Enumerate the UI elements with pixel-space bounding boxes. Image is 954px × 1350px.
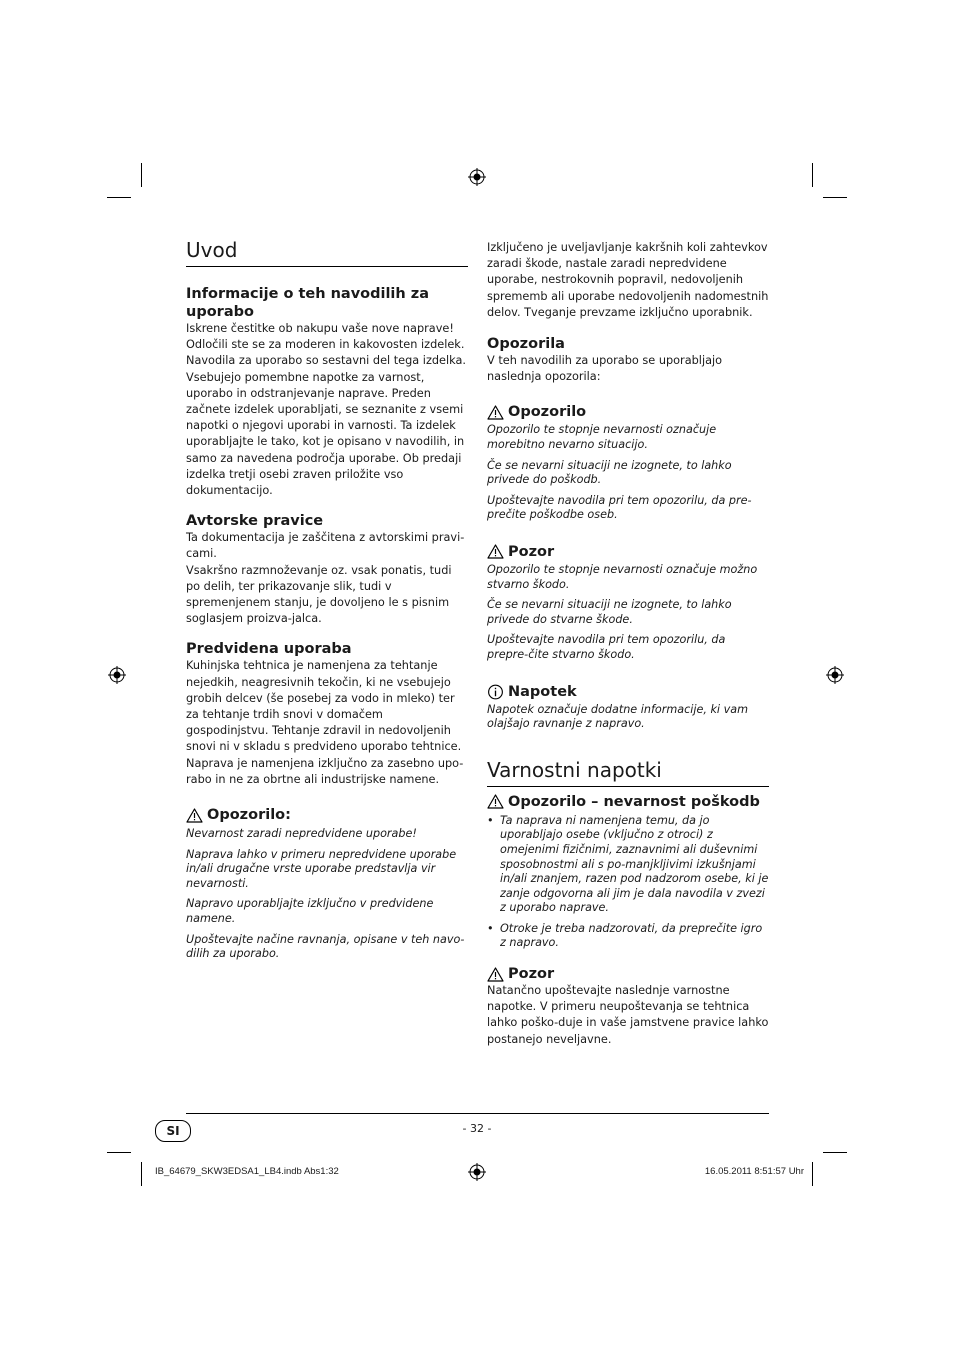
safety-pozor-body: Natančno upoštevajte naslednje varnostne napotke. V primeru neupoštevanja se tehtnica lahko poško-duje in vaše jamstvene pravice lahko postanejo neveljavne. [487, 984, 769, 1046]
copyright-body-2: Vsakršno razmnoževanje oz. vsak ponatis, tudi po delih, ter prikazovanje slik, tudi v spremenjenem stanju, je dovoljeno le s pisnim soglasjem proizva-jalca. [186, 563, 452, 626]
intended-warning-heading [186, 806, 468, 824]
opozorilo-label: Opozorilo [508, 404, 587, 421]
info-body: Iskrene čestitke ob nakupu vaše nove naprave! Odločili ste se za moderen in kakovosten izdelek. Navodila za uporabo so sestavni del tega izdelka. Vsebujejo pomembne napotke za varnost, uporabo in odstranjevanje naprave. Preden začnete izdelek uporabljati, se seznanite z vsemi napotki o njegovi uporabi in varnosti. Ta izdelek uporabljajte le tako, kot je opisano v navodilih, in samo za navedena področja uporabe. Ob predaji izdelka tretji osebi zraven priložite vso dokumentacijo. [186, 322, 466, 498]
language-badge: SI [155, 1120, 191, 1142]
intended-use-body-1: Kuhinjska tehtnica je namenjena za tehtanje nejedkih, neagresivnih tekočin, ki ne vsebujejo grobih delcev (še posebej za vodo in mleko) ter za tehtanje trdih snovi v domačem gospodinjstvu. Tehtanje zdravil in nedovoljenih snovi ni v skladu s predvideno uporabo tehtnice. [186, 659, 462, 754]
copyright-section [186, 512, 468, 627]
liability-text: Izključeno je uveljavljanje kakršnih koli zahtevkov zaradi škode, nastale zaradi nepredvidene uporabe, nestrokovnih popravil, nedovoljenih sprememb ali uporabe nedovoljenih nadomestnih delov. Tveganje prevzame izključno uporabnik. [487, 241, 769, 319]
warning-triangle-icon [186, 808, 203, 823]
info-section [186, 285, 468, 499]
warning-triangle-icon [487, 967, 504, 982]
right-column [487, 240, 769, 1048]
section-title-uvod: Uvod [186, 236, 468, 267]
footer-divider [186, 1113, 769, 1114]
print-slug-file: IB_64679_SKW3EDSA1_LB4.indb Abs1:32 [155, 1166, 339, 1177]
napotek-heading [487, 683, 769, 701]
napotek-block [487, 683, 769, 732]
intended-warning-p3: Napravo uporabljajte izključno v predvidene namene. [186, 897, 434, 926]
warnings-intro: V teh navodilih za uporabo se uporabljajo naslednja opozorila: [487, 354, 723, 384]
opozorilo-p1: Opozorilo te stopnje nevarnosti označuje morebitno nevarno situacijo. [487, 423, 717, 452]
list-item: • Otroke je treba nadzorovati, da preprečite igro z napravo. [487, 922, 769, 951]
info-circle-icon [487, 684, 504, 700]
crop-mark [107, 197, 131, 198]
pozor-heading [487, 543, 769, 561]
crop-mark [107, 1152, 131, 1153]
crop-mark [141, 1162, 142, 1186]
crop-mark [823, 1152, 847, 1153]
crop-mark [812, 163, 813, 187]
napotek-p1: Napotek označuje dodatne informacije, ki vam olajšajo ravnanje z napravo. [487, 702, 748, 731]
injury-warning-heading [487, 793, 769, 811]
opozorilo-heading [487, 403, 769, 421]
registration-mark-icon [108, 666, 126, 684]
napotek-label: Napotek [508, 683, 577, 700]
print-slug-date: 16.05.2011 8:51:57 Uhr [704, 1166, 804, 1177]
intended-use-body-2: Naprava je namenjena izključno za zasebno upo-rabo in ne za obrtne ali industrijske namene. [186, 756, 464, 786]
safety-pozor-label: Pozor [508, 966, 555, 983]
safety-bullet-list [487, 814, 769, 951]
left-column [186, 236, 468, 975]
list-item: • Ta naprava ni namenjena temu, da jo uporabljajo osebe (vključno z otroci) z omejenimi fizičnimi, zaznavnimi ali duševnimi sposobnostmi ali s po-manjkljivimi izkušnjami in/ali znanjem, razen pod nadzorom osebe, ki je zanje odgovorna ali jim je dala navodila v zvezi z uporabo naprave. [487, 814, 769, 916]
warnings-heading: Opozorila [487, 336, 565, 353]
intended-use-section [186, 640, 468, 788]
safety-pozor-heading [487, 965, 769, 983]
intended-warning-label: Opozorilo: [207, 807, 291, 824]
copyright-heading: Avtorske pravice [186, 513, 324, 530]
warning-triangle-icon [487, 405, 504, 420]
registration-mark-icon [826, 666, 844, 684]
warning-triangle-icon [487, 544, 504, 559]
injury-warning-label: Opozorilo – nevarnost poškodb [508, 793, 760, 810]
copyright-body-1: Ta dokumentacija je zaščitena z avtorskimi pravi-cami. [186, 531, 465, 561]
intended-warning-p1: Nevarnost zaradi nepredvidene uporabe! [186, 827, 417, 841]
registration-mark-icon [468, 168, 486, 186]
pozor-p2: Če se nevarni situaciji ne izognete, to lahko privede do stvarne škode. [487, 598, 732, 626]
info-heading: Informacije o teh navodilih za uporabo [186, 286, 430, 320]
intended-warning-p4: Upoštevajte načine ravnanja, opisane v teh navo-dilih za uporabo. [186, 932, 465, 961]
registration-mark-icon [468, 1163, 486, 1181]
pozor-p3: Upoštevajte navodila pri tem opozorilu, da prepre-čite stvarno škodo. [487, 633, 726, 661]
intended-warning-p2: Naprava lahko v primeru nepredvidene uporabe in/ali drugačne vrste uporabe predstavlja vir nevarnosti. [186, 847, 457, 890]
section-title-safety: Varnostni napotki [487, 756, 769, 787]
crop-mark [141, 163, 142, 187]
crop-mark [812, 1162, 813, 1186]
intended-warning-section [186, 806, 468, 962]
pozor-label: Pozor [508, 543, 555, 560]
safety-section [487, 756, 769, 1048]
opozorilo-p2: Če se nevarni situaciji ne izognete, to lahko privede do poškodb. [487, 458, 732, 487]
opozorilo-block [487, 403, 769, 523]
warnings-section [487, 335, 769, 385]
page-number: - 32 - [462, 1122, 492, 1135]
opozorilo-p3: Upoštevajte navodila pri tem opozorilu, da pre-prečite poškodbe oseb. [487, 493, 752, 522]
pozor-block [487, 543, 769, 663]
pozor-p1: Opozorilo te stopnje nevarnosti označuje možno stvarno škodo. [487, 562, 758, 591]
warning-triangle-icon [487, 794, 504, 809]
crop-mark [823, 197, 847, 198]
intended-use-heading: Predvidena uporaba [186, 641, 352, 658]
